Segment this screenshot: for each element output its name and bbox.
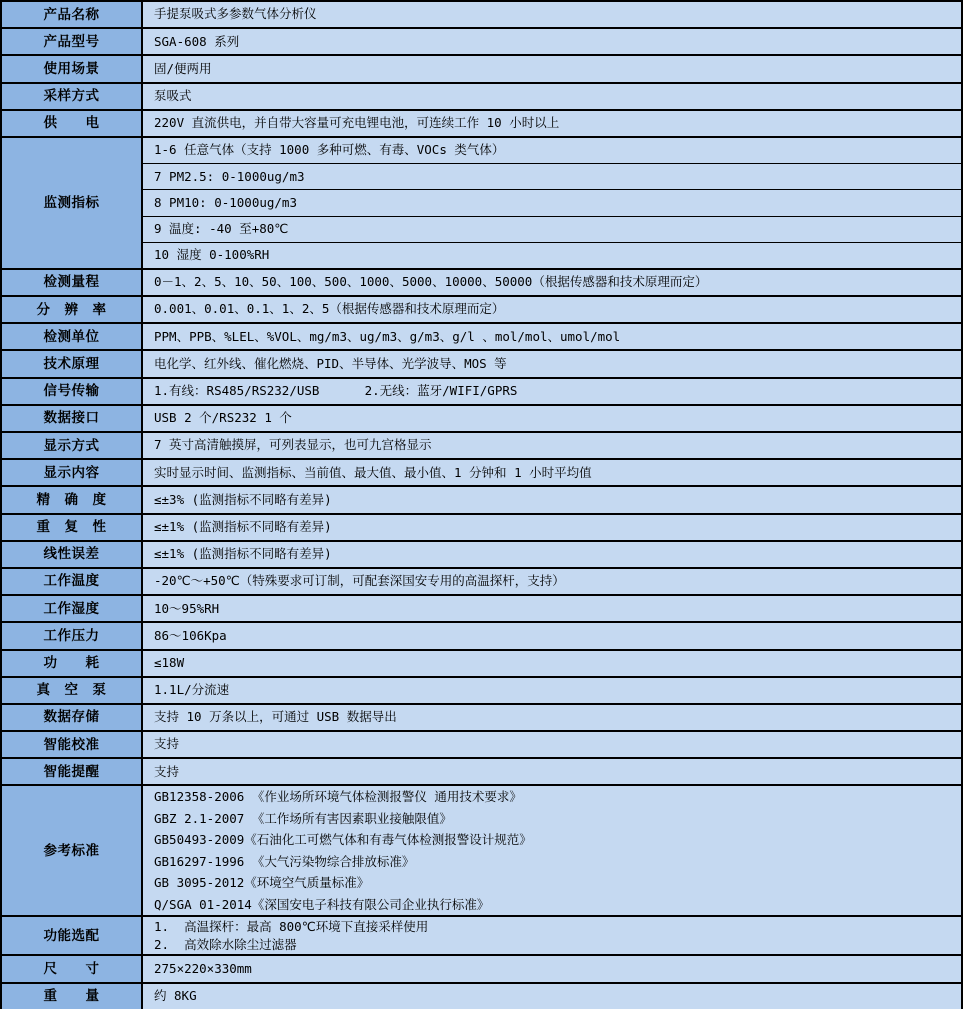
spec-row: [2, 596, 961, 623]
spec-value: ≤±1% (监测指标不同略有差异): [154, 518, 332, 534]
spec-value: GB50493-2009《石油化工可燃气体和有毒气体检测报警设计规范》: [154, 832, 532, 847]
spec-label: 精 确 度: [2, 487, 143, 512]
spec-value: 1. 高温探杆：最高 800℃环境下直接采样使用: [154, 918, 429, 934]
spec-values: [143, 678, 961, 703]
spec-label: 供 电: [2, 111, 143, 136]
spec-value: 电化学、红外线、催化燃烧、PID、半导体、光学波导、MOS 等: [154, 355, 507, 371]
spec-values: [143, 487, 961, 512]
spec-label: 产品名称: [2, 2, 143, 27]
spec-values: [143, 138, 961, 268]
spec-label: 智能校准: [2, 732, 143, 757]
spec-label: 线性误差: [2, 542, 143, 567]
spec-values: [143, 379, 961, 404]
spec-row: [2, 678, 961, 705]
spec-value: GB16297-1996 《大气污染物综合排放标准》: [154, 853, 415, 869]
spec-values: [143, 984, 961, 1009]
spec-label: 工作温度: [2, 569, 143, 594]
spec-values: [143, 542, 961, 567]
spec-value: 约 8KG: [154, 988, 197, 1004]
spec-label: 采样方式: [2, 84, 143, 109]
spec-value: 7 PM2.5: 0-1000ug/m3: [143, 163, 961, 189]
spec-values: [143, 623, 961, 648]
spec-values: [143, 569, 961, 594]
spec-values: [143, 351, 961, 376]
spec-value: 固/便两用: [154, 60, 212, 76]
spec-values: [143, 786, 961, 915]
spec-value: ≤±1% (监测指标不同略有差异): [154, 546, 332, 562]
spec-value: 实时显示时间、监测指标、当前值、最大值、最小值、1 分钟和 1 小时平均值: [154, 464, 592, 480]
spec-row: [2, 297, 961, 324]
spec-row: [2, 56, 961, 83]
spec-row: [2, 651, 961, 678]
spec-label: 使用场景: [2, 56, 143, 81]
spec-row: [2, 433, 961, 460]
spec-row: [2, 84, 961, 111]
spec-values: [143, 270, 961, 295]
spec-values: [143, 596, 961, 621]
spec-row: [2, 732, 961, 759]
spec-value: 1.1L/分流速: [154, 682, 230, 698]
spec-row: [2, 379, 961, 406]
spec-value: 0.001、0.01、0.1、1、2、5（根据传感器和技术原理而定）: [154, 301, 505, 317]
spec-value: 1-6 任意气体（支持 1000 多种可燃、有毒、VOCs 类气体）: [154, 142, 505, 158]
spec-label: 显示方式: [2, 433, 143, 458]
spec-value: 7 英寸高清触摸屏，可列表显示，也可九宫格显示: [154, 437, 432, 453]
spec-value: GB12358-2006 《作业场所环境气体检测报警仪 通用技术要求》: [154, 789, 522, 804]
spec-values: [143, 56, 961, 81]
spec-label: 数据存储: [2, 705, 143, 730]
spec-value: GBZ 2.1-2007 《工作场所有害因素职业接触限值》: [154, 810, 452, 826]
spec-value: 泵吸式: [154, 87, 192, 103]
spec-value: ≤18W: [154, 654, 185, 670]
spec-row: [2, 2, 961, 29]
spec-value: PPM、PPB、%LEL、%VOL、mg/m3、ug/m3、g/m3、g/l 、mol/mol、umol/mol: [154, 328, 621, 344]
spec-values: [143, 2, 961, 27]
spec-row: [2, 324, 961, 351]
spec-value: 8 PM10: 0-1000ug/m3: [143, 189, 961, 215]
spec-label: 显示内容: [2, 460, 143, 485]
spec-values: [143, 460, 961, 485]
spec-value: 1.有线：RS485/RS232/USB 2.无线：蓝牙/WIFI/GPRS: [154, 383, 518, 399]
spec-label: 尺 寸: [2, 956, 143, 981]
spec-values: [143, 111, 961, 136]
spec-values: [143, 917, 961, 954]
spec-values: [143, 705, 961, 730]
spec-row: [2, 515, 961, 542]
spec-row: [2, 111, 961, 138]
spec-value: 支持: [154, 736, 180, 752]
spec-label: 分 辨 率: [2, 297, 143, 322]
spec-value: 220V 直流供电，并自带大容量可充电锂电池，可连续工作 10 小时以上: [154, 115, 560, 131]
spec-value: SGA-608 系列: [154, 33, 240, 49]
spec-value: 支持: [154, 763, 180, 779]
spec-row: [2, 542, 961, 569]
spec-value: ≤±3% (监测指标不同略有差异): [154, 491, 332, 507]
spec-value: GB 3095-2012《环境空气质量标准》: [154, 875, 370, 890]
spec-values: [143, 29, 961, 54]
spec-values: [143, 84, 961, 109]
spec-values: [143, 651, 961, 676]
spec-row: [2, 270, 961, 297]
spec-label: 技术原理: [2, 351, 143, 376]
spec-label: 重 复 性: [2, 515, 143, 540]
spec-value: 275×220×330mm: [154, 960, 252, 976]
spec-label: 功 耗: [2, 651, 143, 676]
spec-label: 数据接口: [2, 406, 143, 431]
spec-values: [143, 956, 961, 981]
spec-row: [2, 623, 961, 650]
spec-row: [2, 956, 961, 983]
spec-label: 检测单位: [2, 324, 143, 349]
spec-values: [143, 515, 961, 540]
spec-row: [2, 351, 961, 378]
spec-value: 0－1、2、5、10、50、100、500、1000、5000、10000、50000（根据传感器和技术原理而定）: [154, 274, 708, 290]
spec-value: 86～106Kpa: [154, 627, 227, 643]
spec-row: [2, 460, 961, 487]
spec-value: 10 湿度 0-100%RH: [143, 242, 961, 268]
spec-row: [2, 917, 961, 956]
spec-value: 2. 高效除水除尘过滤器: [154, 937, 297, 952]
spec-row: [2, 138, 961, 270]
spec-row: [2, 569, 961, 596]
spec-values: [143, 732, 961, 757]
spec-label: 重 量: [2, 984, 143, 1009]
spec-row: [2, 487, 961, 514]
spec-values: [143, 297, 961, 322]
spec-value: 手提泵吸式多参数气体分析仪: [154, 6, 317, 22]
spec-label: 监测指标: [2, 138, 143, 268]
spec-value: -20℃～+50℃（特殊要求可订制，可配套深国安专用的高温探杆，支持）: [154, 573, 565, 589]
spec-label: 信号传输: [2, 379, 143, 404]
spec-label: 工作压力: [2, 623, 143, 648]
spec-label: 智能提醒: [2, 759, 143, 784]
spec-value: 支持 10 万条以上，可通过 USB 数据导出: [154, 709, 397, 725]
spec-label: 产品型号: [2, 29, 143, 54]
spec-values: [143, 406, 961, 431]
spec-label: 功能选配: [2, 917, 143, 954]
spec-row: [2, 705, 961, 732]
spec-value: USB 2 个/RS232 1 个: [154, 410, 292, 426]
spec-label: 真 空 泵: [2, 678, 143, 703]
spec-value: 9 温度: -40 至+80℃: [143, 216, 961, 242]
spec-row: [2, 759, 961, 786]
spec-row: [2, 29, 961, 56]
spec-values: [143, 324, 961, 349]
spec-label: 参考标准: [2, 786, 143, 915]
spec-value: 10～95%RH: [154, 600, 220, 616]
spec-row: [2, 406, 961, 433]
spec-row: [2, 786, 961, 917]
spec-label: 检测量程: [2, 270, 143, 295]
spec-values: [143, 433, 961, 458]
spec-row: [2, 984, 961, 1009]
spec-label: 工作湿度: [2, 596, 143, 621]
spec-value: Q/SGA 01-2014《深国安电子科技有限公司企业执行标准》: [154, 896, 490, 912]
spec-values: [143, 759, 961, 784]
